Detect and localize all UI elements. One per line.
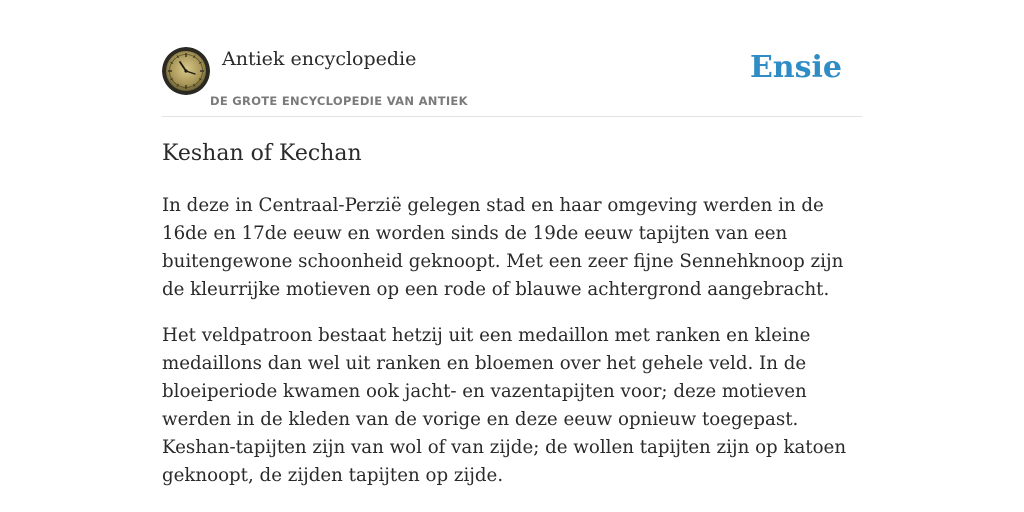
article: [162, 138, 862, 490]
site-subtitle: DE GROTE ENCYCLOPEDIE VAN ANTIEK: [210, 94, 468, 108]
article-paragraph: Het veldpatroon bestaat hetzij uit een medaillon met ranken en kleine medaillons dan wel uit ranken en bloemen over het gehele veld. In de bloeiperiode kwamen ook jacht- en vazentapijten voor; deze motieven werden in de kleden van de vorige en deze eeuw opnieuw toegepast. Keshan-tapijten zijn van wol of van zijde; de wollen tapijten zijn op katoen geknoopt, de zijden tapijten op zijde.: [162, 325, 847, 486]
ensie-logo[interactable]: Ensie: [749, 50, 842, 85]
site-header: [162, 44, 862, 117]
antique-clock-icon[interactable]: [162, 47, 210, 95]
site-title[interactable]: Antiek encyclopedie: [222, 48, 417, 70]
article-paragraph: In deze in Centraal-Perzië gelegen stad en haar omgeving werden in de 16de en 17de eeuw en worden sinds de 19de eeuw tapijten van een buitengewone schoonheid geknoopt. Met een zeer fijne Sennehknoop zijn de kleurrijke motieven op een rode of blauwe achtergrond aangebracht.: [162, 195, 844, 300]
article-title: Keshan of Kechan: [162, 141, 362, 166]
